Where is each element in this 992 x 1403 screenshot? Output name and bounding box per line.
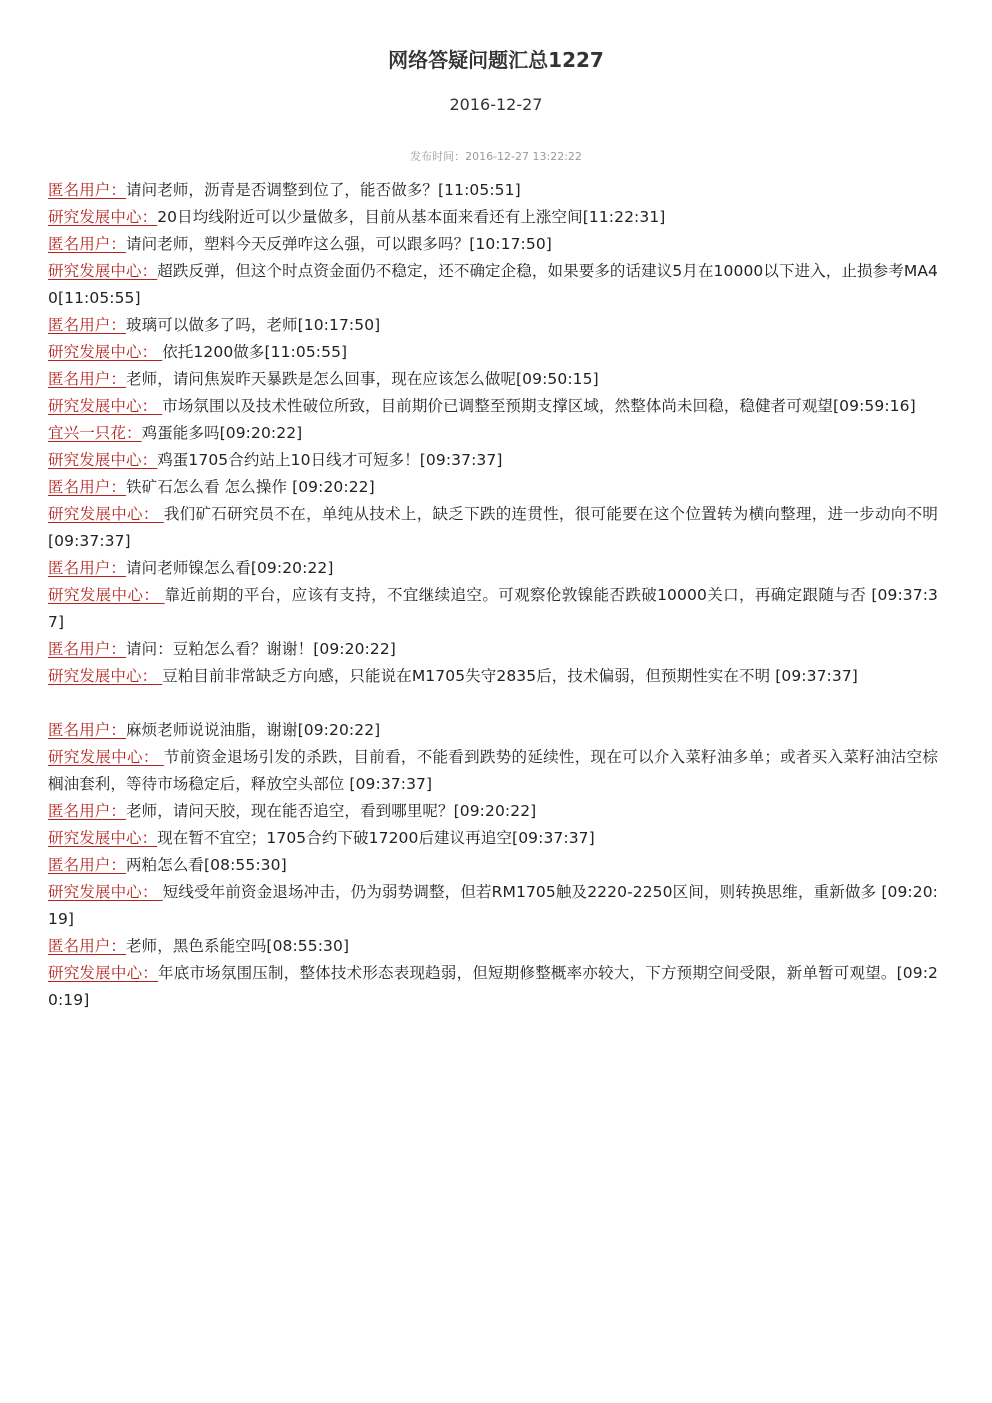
qa-entry	[48, 825, 938, 852]
message-text: 铁矿石怎么看 怎么操作 [09:20:22]	[126, 478, 375, 496]
message-text: 老师，请问天胶，现在能否追空，看到哪里呢？[09:20:22]	[126, 802, 537, 820]
blank-line	[48, 690, 938, 717]
speaker-link[interactable]: 匿名用户：	[48, 937, 127, 955]
qa-entry	[48, 933, 938, 960]
speaker-link[interactable]: 研究发展中心：	[48, 343, 163, 361]
qa-entry	[48, 231, 938, 258]
qa-entry	[48, 636, 938, 663]
qa-entry	[48, 582, 938, 636]
qa-entry	[48, 366, 938, 393]
message-text: 短线受年前资金退场冲击，仍为弱势调整，但若RM1705触及2220-2250区间，则转换思维，重新做多 [09:20:19]	[48, 883, 939, 928]
qa-entry	[48, 555, 938, 582]
message-text: 年底市场氛围压制，整体技术形态表现趋弱，但短期修整概率亦较大，下方预期空间受限，新单暂可观望。[09:20:19]	[48, 964, 938, 1009]
publish-time: 发布时间：2016-12-27 13:22:22	[410, 150, 582, 163]
message-text: 请问老师，沥青是否调整到位了，能否做多？[11:05:51]	[126, 181, 521, 199]
qa-entry	[48, 960, 938, 1014]
message-text: 现在暂不宜空；1705合约下破17200后建议再追空[09:37:37]	[157, 829, 595, 847]
speaker-link[interactable]: 匿名用户：	[48, 640, 127, 658]
message-text: 麻烦老师说说油脂，谢谢[09:20:22]	[126, 721, 381, 739]
qa-entry	[48, 798, 938, 825]
message-text: 请问老师镍怎么看[09:20:22]	[126, 559, 334, 577]
message-text: 老师，黑色系能空吗[08:55:30]	[126, 937, 350, 955]
message-text: 节前资金退场引发的杀跌，目前看，不能看到跌势的延续性，现在可以介入菜籽油多单；或者买入菜籽油沽空棕榈油套利，等待市场稳定后，释放空头部位 [09:37:37]	[48, 748, 938, 793]
qa-entry	[48, 312, 938, 339]
speaker-link[interactable]: 匿名用户：	[48, 478, 127, 496]
message-text: 鸡蛋1705合约站上10日线才可短多！[09:37:37]	[157, 451, 503, 469]
speaker-link[interactable]: 研究发展中心：	[48, 748, 164, 766]
speaker-link[interactable]: 匿名用户：	[48, 559, 127, 577]
message-text: 我们矿石研究员不在，单纯从技术上，缺乏下跌的连贯性，很可能要在这个位置转为横向整理，进一步动向不明 [09:37:37]	[48, 505, 938, 550]
qa-entry	[48, 339, 938, 366]
qa-entry	[48, 258, 938, 312]
message-text: 两粕怎么看[08:55:30]	[126, 856, 287, 874]
qa-entry	[48, 177, 938, 204]
speaker-link[interactable]: 匿名用户：	[48, 802, 127, 820]
page-title: 网络答疑问题汇总1227	[388, 48, 604, 72]
speaker-link[interactable]: 研究发展中心：	[48, 397, 163, 415]
page-date: 2016-12-27	[449, 95, 543, 114]
qa-entry	[48, 393, 938, 420]
speaker-link[interactable]: 研究发展中心：	[48, 505, 164, 523]
speaker-link[interactable]: 研究发展中心：	[48, 829, 158, 847]
message-text: 靠近前期的平台，应该有支持，不宜继续追空。可观察伦敦镍能否跌破10000关口，再确定跟随与否 [09:37:37]	[48, 586, 938, 631]
speaker-link[interactable]: 研究发展中心：	[48, 964, 159, 982]
speaker-link[interactable]: 匿名用户：	[48, 181, 127, 199]
speaker-link[interactable]: 宜兴一只花：	[48, 424, 142, 442]
message-text: 请问老师，塑料今天反弹咋这么强，可以跟多吗？[10:17:50]	[126, 235, 552, 253]
qa-entry	[48, 717, 938, 744]
message-text: 请问：豆粕怎么看？谢谢！[09:20:22]	[126, 640, 396, 658]
message-text: 20日均线附近可以少量做多，目前从基本面来看还有上涨空间[11:22:31]	[157, 208, 666, 226]
speaker-link[interactable]: 匿名用户：	[48, 370, 127, 388]
qa-entry	[48, 744, 938, 798]
qa-entry	[48, 852, 938, 879]
speaker-link[interactable]: 匿名用户：	[48, 721, 127, 739]
speaker-link[interactable]: 研究发展中心：	[48, 208, 158, 226]
message-text: 玻璃可以做多了吗，老师[10:17:50]	[126, 316, 381, 334]
speaker-link[interactable]: 研究发展中心：	[48, 586, 165, 604]
speaker-link[interactable]: 研究发展中心：	[48, 262, 158, 280]
speaker-link[interactable]: 研究发展中心：	[48, 883, 163, 901]
message-text: 老师，请问焦炭昨天暴跌是怎么回事，现在应该怎么做呢[09:50:15]	[126, 370, 599, 388]
qa-entry	[48, 420, 938, 447]
qa-entry	[48, 204, 938, 231]
speaker-link[interactable]: 匿名用户：	[48, 856, 127, 874]
message-text: 超跌反弹，但这个时点资金面仍不稳定，还不确定企稳，如果要多的话建议5月在10000以下进入，止损参考MA40[11:05:55]	[48, 262, 938, 307]
message-text: 鸡蛋能多吗[09:20:22]	[141, 424, 303, 442]
qa-entry	[48, 663, 938, 690]
speaker-link[interactable]: 研究发展中心：	[48, 451, 158, 469]
qa-list	[48, 177, 938, 1014]
qa-entry	[48, 474, 938, 501]
message-text: 豆粕目前非常缺乏方向感，只能说在M1705失守2835后，技术偏弱，但预期性实在不明 [09:37:37]	[162, 667, 858, 685]
speaker-link[interactable]: 匿名用户：	[48, 235, 127, 253]
message-text: 依托1200做多[11:05:55]	[162, 343, 348, 361]
qa-entry	[48, 447, 938, 474]
speaker-link[interactable]: 匿名用户：	[48, 316, 127, 334]
message-text: 市场氛围以及技术性破位所致，目前期价已调整至预期支撑区域，然整体尚未回稳，稳健者可观望[09:59:16]	[162, 397, 916, 415]
qa-entry	[48, 879, 938, 933]
speaker-link[interactable]: 研究发展中心：	[48, 667, 163, 685]
qa-entry	[48, 501, 938, 555]
